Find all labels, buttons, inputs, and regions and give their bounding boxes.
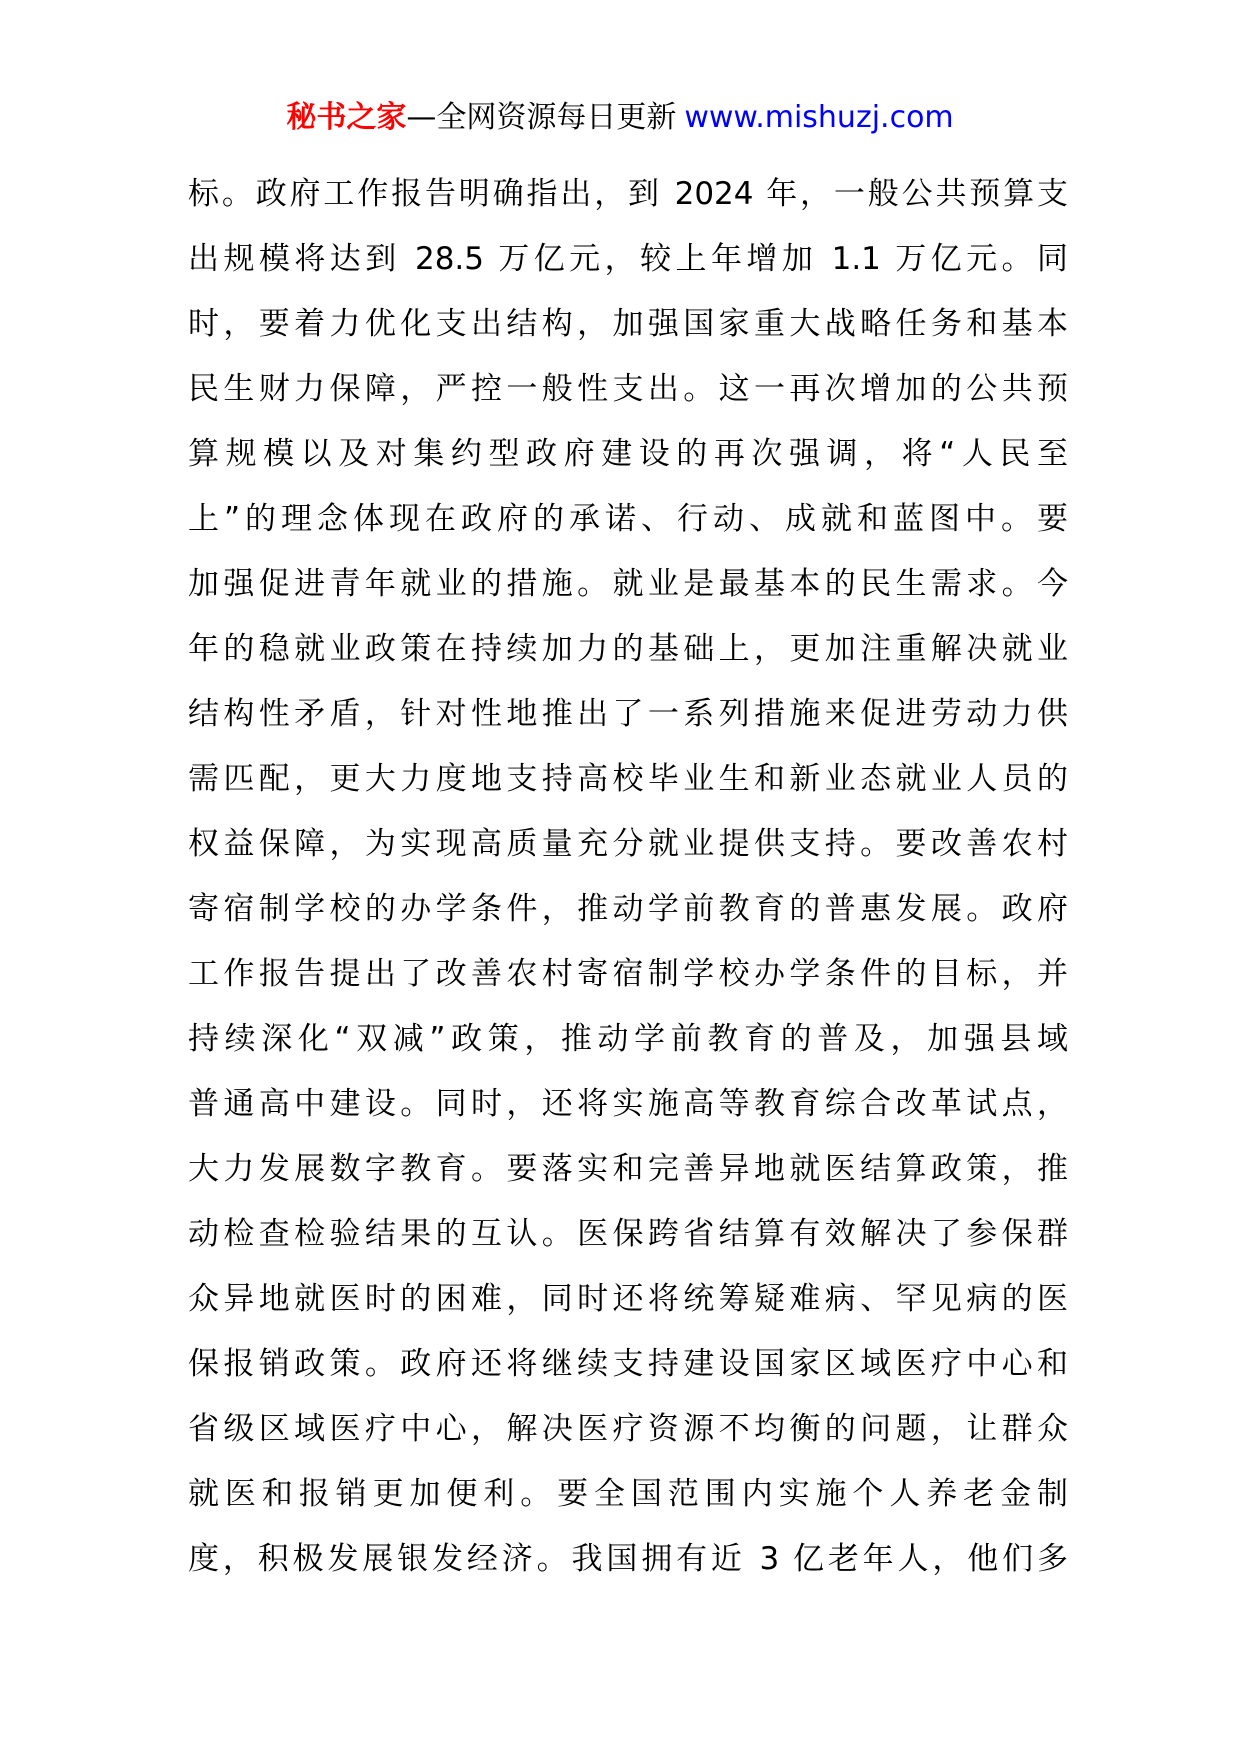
body-line: 度，积极发展银发经济。我国拥有近 3 亿老年人，他们多 [188,1541,1068,1577]
body-line: 出规模将达到 28.5 万亿元，较上年增加 1.1 万亿元。同 [188,241,1068,277]
body-line: 年的稳就业政策在持续加力的基础上，更加注重解决就业 [188,631,1068,667]
body-line: 民生财力保障，严控一般性支出。这一再次增加的公共预 [188,371,1068,407]
body-line: 寄宿制学校的办学条件，推动学前教育的普惠发展。政府 [188,891,1068,927]
site-tagline: —全网资源每日更新 [406,100,677,135]
body-line: 普通高中建设。同时，还将实施高等教育综合改革试点， [188,1086,1068,1122]
body-line: 加强促进青年就业的措施。就业是最基本的民生需求。今 [188,566,1068,602]
body-line: 结构性矛盾，针对性地推出了一系列措施来促进劳动力供 [188,696,1068,732]
body-line: 大力发展数字教育。要落实和完善异地就医结算政策，推 [188,1151,1068,1187]
document-body [188,162,1068,1592]
body-line: 众异地就医时的困难，同时还将统筹疑难病、罕见病的医 [188,1281,1068,1317]
site-brand: 秘书之家 [286,100,407,135]
site-url-link[interactable]: www.mishuzj.com [684,100,954,135]
body-line: 时，要着力优化支出结构，加强国家重大战略任务和基本 [188,306,1068,342]
body-line: 权益保障，为实现高质量充分就业提供支持。要改善农村 [188,826,1068,862]
body-line: 需匹配，更大力度地支持高校毕业生和新业态就业人员的 [188,761,1068,797]
body-line: 持续深化“双减”政策，推动学前教育的普及，加强县域 [188,1021,1068,1057]
body-line: 工作报告提出了改善农村寄宿制学校办学条件的目标，并 [188,956,1068,992]
body-line: 动检查检验结果的互认。医保跨省结算有效解决了参保群 [188,1216,1068,1252]
page-header [0,98,1240,138]
body-line: 上”的理念体现在政府的承诺、行动、成就和蓝图中。要 [188,501,1068,537]
body-line: 省级区域医疗中心，解决医疗资源不均衡的问题，让群众 [188,1411,1068,1447]
body-line: 保报销政策。政府还将继续支持建设国家区域医疗中心和 [188,1346,1068,1382]
body-line: 就医和报销更加便利。要全国范围内实施个人养老金制 [188,1476,1068,1512]
body-line: 标。政府工作报告明确指出，到 2024 年，一般公共预算支 [188,176,1068,212]
body-line: 算规模以及对集约型政府建设的再次强调，将“人民至 [188,436,1068,472]
